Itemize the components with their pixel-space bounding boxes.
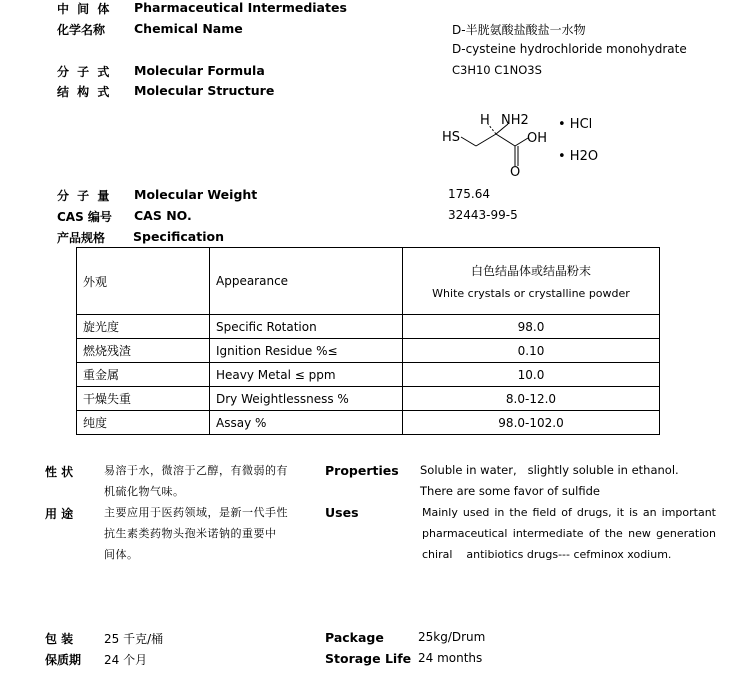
package-label-en: Package xyxy=(325,630,384,645)
properties-text-cn xyxy=(104,460,288,502)
weight-label-cn: 分 子 量 xyxy=(57,189,112,203)
atom-nh2: NH2 xyxy=(501,113,529,128)
spec-cn-cell: 纯度 xyxy=(77,411,210,435)
spec-cn-cell: 外观 xyxy=(77,248,210,315)
uses-text-cn-line: 抗生素类药物头孢米诺钠的重要中 xyxy=(104,527,277,540)
uses-label-en: Uses xyxy=(325,505,359,520)
uses-text-cn-line: 主要应用于医药领域，是新一代手性 xyxy=(104,506,288,519)
properties-text-en-line: There are some favor of sulfide xyxy=(420,484,600,498)
properties-text-cn-line: 易溶于水，微溶于乙醇，有微弱的有 xyxy=(104,464,288,477)
chemical-name-value-cn: D-半胱氨酸盐酸盐一水物 xyxy=(452,23,586,37)
table-row xyxy=(77,339,660,363)
uses-text-en xyxy=(422,502,716,565)
storage-label-en: Storage Life xyxy=(325,651,412,666)
weight-value: 175.64 xyxy=(448,187,490,201)
spec-label-cn: 产品规格 xyxy=(57,231,106,245)
spec-value-cell: 10.0 xyxy=(403,363,660,387)
cas-label-cn: CAS 编号 xyxy=(57,210,112,224)
properties-label-cn: 性 状 xyxy=(45,465,74,479)
storage-value-cn: 24 个月 xyxy=(104,653,148,667)
atom-hs: HS xyxy=(442,130,461,145)
intermediate-label-cn: 中 间 体 xyxy=(57,2,112,16)
atom-o: O xyxy=(510,165,521,180)
package-value-cn: 25 千克/桶 xyxy=(104,632,164,646)
uses-text-cn xyxy=(104,502,288,565)
molecular-structure-diagram xyxy=(438,104,628,182)
weight-label-en: Molecular Weight xyxy=(134,187,258,202)
table-row xyxy=(77,387,660,411)
spec-cn-cell: 重金属 xyxy=(77,363,210,387)
storage-label-cn: 保质期 xyxy=(45,653,82,667)
structure-label-cn: 结 构 式 xyxy=(57,85,112,99)
cas-value: 32443-99-5 xyxy=(448,208,518,222)
uses-text-en-line: Mainly used in the field of drugs, it is an important xyxy=(422,506,716,519)
spec-cn-cell: 干燥失重 xyxy=(77,387,210,411)
chemical-name-value-en: D-cysteine hydrochloride monohydrate xyxy=(452,42,687,56)
table-row xyxy=(77,363,660,387)
package-value-en: 25kg/Drum xyxy=(418,630,486,644)
storage-value-en: 24 months xyxy=(418,651,483,665)
spec-cn-cell: 燃烧残渣 xyxy=(77,339,210,363)
formula-label-cn: 分 子 式 xyxy=(57,65,112,79)
spec-en-cell: Ignition Residue %≤ xyxy=(210,339,403,363)
uses-text-en-line: chiral antibiotics drugs--- cefminox xodium. xyxy=(422,548,672,561)
spec-value-cell: 98.0 xyxy=(403,315,660,339)
formula-value: C3H10 C1NO3S xyxy=(452,63,542,77)
spec-cn-cell: 旋光度 xyxy=(77,315,210,339)
hcl-label: • HCl xyxy=(558,117,593,132)
properties-label-en: Properties xyxy=(325,463,399,478)
spec-en-cell: Appearance xyxy=(210,248,403,315)
spec-value-cell: 8.0-12.0 xyxy=(403,387,660,411)
properties-text-en-line: Soluble in water, slightly soluble in ethanol. xyxy=(420,463,679,477)
properties-text-cn-line: 机硫化物气味。 xyxy=(104,485,185,498)
spec-en-cell: Heavy Metal ≤ ppm xyxy=(210,363,403,387)
table-row xyxy=(77,248,660,315)
spec-value-cell xyxy=(403,248,660,315)
specification-table xyxy=(76,247,660,435)
properties-text-en xyxy=(420,460,679,502)
spec-label-en: Specification xyxy=(133,229,224,244)
table-row xyxy=(77,411,660,435)
formula-label-en: Molecular Formula xyxy=(134,63,265,78)
chemical-name-label-en: Chemical Name xyxy=(134,21,243,36)
atom-h: H xyxy=(480,113,490,128)
uses-label-cn: 用 途 xyxy=(45,507,74,521)
spec-en-cell: Specific Rotation xyxy=(210,315,403,339)
uses-text-en-line: pharmaceutical intermediate of the new generation xyxy=(422,527,716,540)
spec-en-cell: Dry Weightlessness % xyxy=(210,387,403,411)
appearance-value-cn: 白色结晶体或结晶粉末 xyxy=(470,264,591,278)
cas-label-en: CAS NO. xyxy=(134,208,192,223)
spec-value-cell: 98.0-102.0 xyxy=(403,411,660,435)
appearance-value-en: White crystals or crystalline powder xyxy=(432,287,630,300)
intermediate-label-en: Pharmaceutical Intermediates xyxy=(134,0,347,15)
atom-oh: OH xyxy=(527,131,548,146)
package-label-cn: 包 装 xyxy=(45,632,74,646)
chemical-name-label-cn: 化学名称 xyxy=(57,23,106,37)
table-row xyxy=(77,315,660,339)
spec-en-cell: Assay % xyxy=(210,411,403,435)
structure-label-en: Molecular Structure xyxy=(134,83,275,98)
uses-text-cn-line: 间体。 xyxy=(104,548,139,561)
h2o-label: • H2O xyxy=(558,149,599,164)
spec-value-cell: 0.10 xyxy=(403,339,660,363)
